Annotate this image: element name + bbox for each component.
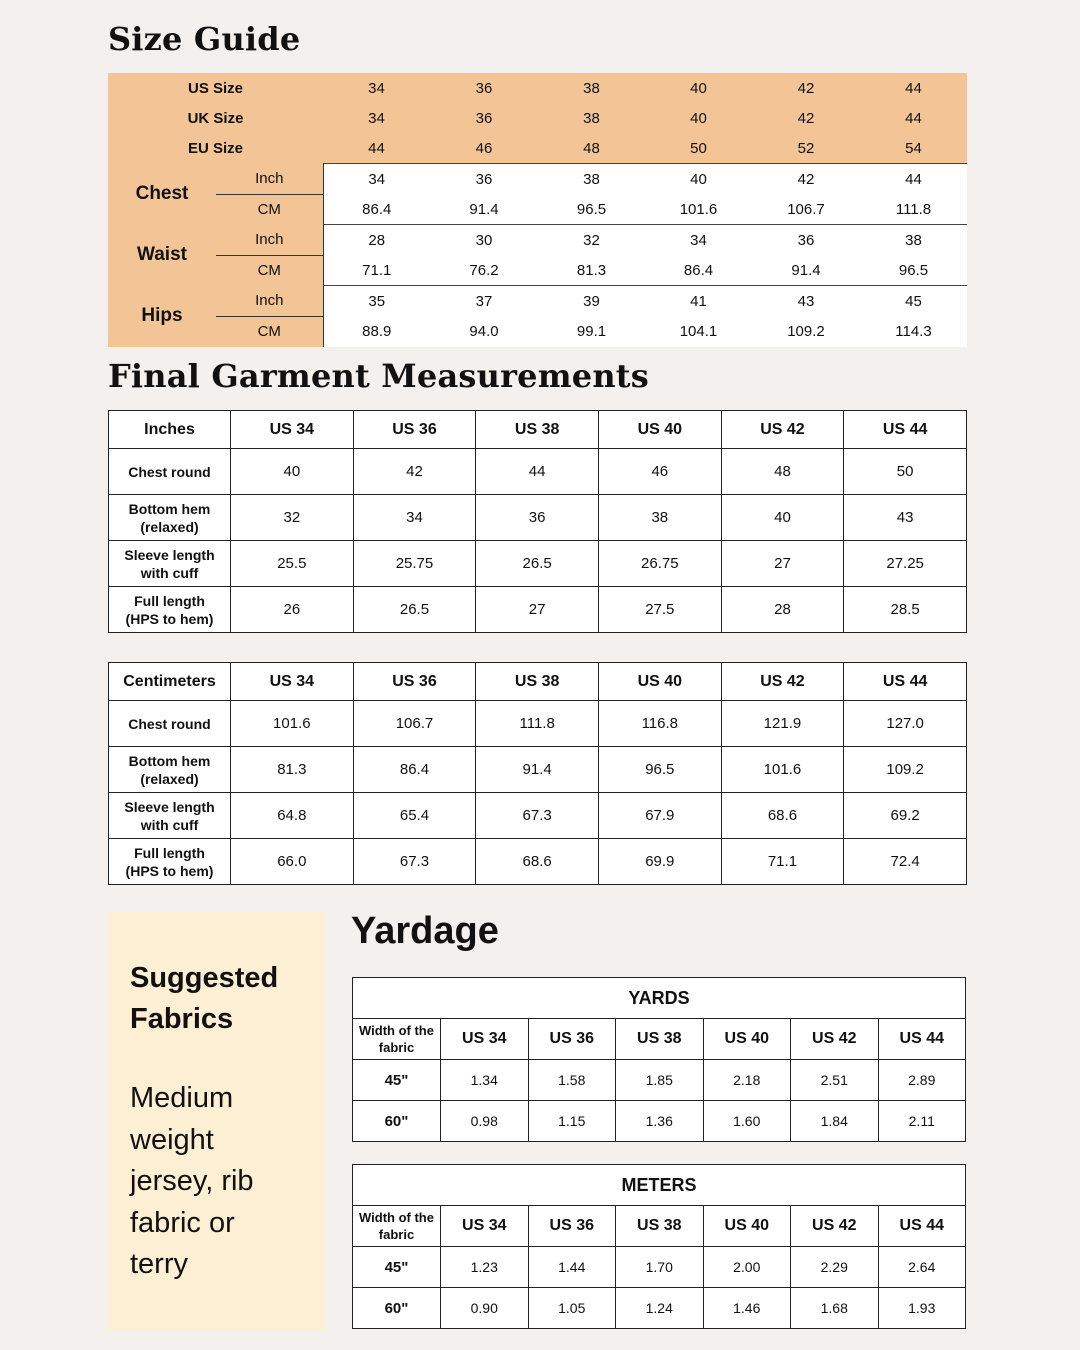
size-value: 52 bbox=[752, 133, 860, 164]
measurement-label bbox=[109, 541, 231, 587]
garment-value: 25.75 bbox=[353, 541, 476, 587]
garment-row bbox=[109, 587, 967, 633]
measurement-value: 34 bbox=[645, 225, 752, 256]
size-header: US 34 bbox=[231, 411, 354, 449]
garment-value: 71.1 bbox=[721, 839, 844, 885]
garment-title: Final Garment Measurements bbox=[108, 357, 649, 395]
measurement-label-line: Chest round bbox=[128, 715, 211, 732]
measurement-label-line: Full length bbox=[134, 844, 205, 861]
yardage-value: 2.89 bbox=[878, 1060, 966, 1101]
yardage-value: 1.84 bbox=[791, 1101, 879, 1142]
measurement-value: 101.6 bbox=[645, 194, 752, 225]
size-header: US 42 bbox=[791, 1206, 879, 1247]
size-value: 48 bbox=[538, 133, 645, 164]
measurement-label bbox=[109, 793, 231, 839]
measurement-value: 114.3 bbox=[860, 316, 967, 347]
yardage-value: 2.29 bbox=[791, 1247, 879, 1288]
size-system-label: US Size bbox=[108, 73, 323, 103]
yardage-table-meters bbox=[352, 1164, 966, 1329]
measurement-unit: Inch bbox=[216, 225, 323, 256]
size-value: 36 bbox=[430, 103, 538, 133]
measurement-label-line: (relaxed) bbox=[140, 518, 199, 535]
size-header: US 44 bbox=[878, 1206, 966, 1247]
yardage-value: 1.44 bbox=[528, 1247, 616, 1288]
size-value: 40 bbox=[645, 103, 752, 133]
size-header: US 38 bbox=[476, 663, 599, 701]
garment-value: 101.6 bbox=[721, 747, 844, 793]
measurement-value: 36 bbox=[752, 225, 860, 256]
yardage-unit-row bbox=[353, 978, 966, 1019]
yardage-title: Yardage bbox=[351, 910, 499, 952]
yardage-unit-title: YARDS bbox=[353, 978, 966, 1019]
garment-row bbox=[109, 541, 967, 587]
size-system-label: UK Size bbox=[108, 103, 323, 133]
size-header-row bbox=[108, 73, 967, 103]
measurement-label-line: Bottom hem bbox=[128, 752, 211, 769]
garment-value: 121.9 bbox=[721, 701, 844, 747]
size-system-label: EU Size bbox=[108, 133, 323, 164]
size-header: US 40 bbox=[598, 663, 721, 701]
garment-value: 96.5 bbox=[598, 747, 721, 793]
garment-value: 26.5 bbox=[476, 541, 599, 587]
size-header: US 42 bbox=[721, 411, 844, 449]
fabric-width: 60" bbox=[353, 1288, 441, 1329]
measurement-label-line: Sleeve length bbox=[124, 798, 215, 815]
width-label-line: Width of the bbox=[359, 1023, 434, 1038]
measurement-row bbox=[108, 286, 967, 317]
measurement-label bbox=[109, 747, 231, 793]
measurement-label-line: with cuff bbox=[140, 564, 199, 581]
size-header: US 42 bbox=[791, 1019, 879, 1060]
size-header: US 36 bbox=[353, 663, 476, 701]
garment-table-centimeters bbox=[108, 662, 967, 885]
yardage-value: 1.93 bbox=[878, 1288, 966, 1329]
measurement-label-line: (HPS to hem) bbox=[125, 610, 214, 627]
garment-value: 27.25 bbox=[844, 541, 967, 587]
yardage-value: 1.15 bbox=[528, 1101, 616, 1142]
yardage-value: 1.70 bbox=[616, 1247, 704, 1288]
size-value: 38 bbox=[538, 103, 645, 133]
size-header: US 36 bbox=[528, 1019, 616, 1060]
yardage-value: 1.68 bbox=[791, 1288, 879, 1329]
yardage-value: 1.85 bbox=[616, 1060, 704, 1101]
garment-value: 44 bbox=[476, 449, 599, 495]
measurement-value: 44 bbox=[860, 164, 967, 195]
unit-label: Inches bbox=[109, 411, 231, 449]
yardage-value: 1.60 bbox=[703, 1101, 791, 1142]
measurement-label bbox=[109, 701, 231, 747]
garment-row bbox=[109, 793, 967, 839]
measurement-row bbox=[108, 194, 967, 225]
garment-value: 27 bbox=[476, 587, 599, 633]
measurement-row bbox=[108, 316, 967, 347]
garment-value: 116.8 bbox=[598, 701, 721, 747]
unit-label: Centimeters bbox=[109, 663, 231, 701]
measurement-value: 45 bbox=[860, 286, 967, 317]
measurement-value: 99.1 bbox=[538, 316, 645, 347]
garment-value: 67.3 bbox=[476, 793, 599, 839]
measurement-row bbox=[108, 164, 967, 195]
fabrics-title-line: Fabrics bbox=[130, 1003, 234, 1035]
size-header: US 44 bbox=[844, 663, 967, 701]
yardage-value: 2.18 bbox=[703, 1060, 791, 1101]
size-header: US 34 bbox=[441, 1019, 529, 1060]
measurement-value: 81.3 bbox=[538, 255, 645, 286]
yardage-value: 2.64 bbox=[878, 1247, 966, 1288]
measurement-value: 96.5 bbox=[538, 194, 645, 225]
fabric-width: 60" bbox=[353, 1101, 441, 1142]
yardage-row bbox=[353, 1247, 966, 1288]
size-value: 50 bbox=[645, 133, 752, 164]
garment-value: 38 bbox=[598, 495, 721, 541]
garment-value: 68.6 bbox=[721, 793, 844, 839]
garment-value: 48 bbox=[721, 449, 844, 495]
measurement-value: 106.7 bbox=[752, 194, 860, 225]
measurement-value: 76.2 bbox=[430, 255, 538, 286]
measurement-value: 111.8 bbox=[860, 194, 967, 225]
size-header: US 34 bbox=[231, 663, 354, 701]
garment-value: 40 bbox=[231, 449, 354, 495]
measurement-value: 86.4 bbox=[323, 194, 430, 225]
yardage-unit-title: METERS bbox=[353, 1165, 966, 1206]
garment-value: 69.2 bbox=[844, 793, 967, 839]
garment-value: 42 bbox=[353, 449, 476, 495]
size-guide-table bbox=[108, 73, 967, 347]
measurement-value: 28 bbox=[323, 225, 430, 256]
yardage-header-row bbox=[353, 1019, 966, 1060]
suggested-fabrics-title bbox=[130, 958, 320, 1040]
fabric-width: 45" bbox=[353, 1247, 441, 1288]
garment-value: 46 bbox=[598, 449, 721, 495]
yardage-value: 0.98 bbox=[441, 1101, 529, 1142]
garment-row bbox=[109, 747, 967, 793]
measurement-value: 96.5 bbox=[860, 255, 967, 286]
garment-value: 50 bbox=[844, 449, 967, 495]
measurement-value: 94.0 bbox=[430, 316, 538, 347]
size-value: 36 bbox=[430, 73, 538, 103]
size-value: 34 bbox=[323, 73, 430, 103]
yardage-value: 2.00 bbox=[703, 1247, 791, 1288]
fabrics-desc-line: weight bbox=[130, 1123, 214, 1156]
measurement-value: 37 bbox=[430, 286, 538, 317]
garment-value: 72.4 bbox=[844, 839, 967, 885]
width-of-fabric-label bbox=[353, 1019, 441, 1060]
measurement-value: 71.1 bbox=[323, 255, 430, 286]
garment-value: 64.8 bbox=[231, 793, 354, 839]
yardage-table-yards bbox=[352, 977, 966, 1142]
size-value: 42 bbox=[752, 73, 860, 103]
garment-value: 32 bbox=[231, 495, 354, 541]
garment-value: 27.5 bbox=[598, 587, 721, 633]
measurement-unit: Inch bbox=[216, 286, 323, 317]
garment-value: 111.8 bbox=[476, 701, 599, 747]
size-value: 44 bbox=[323, 133, 430, 164]
size-header: US 40 bbox=[703, 1206, 791, 1247]
measurement-label bbox=[109, 587, 231, 633]
size-value: 34 bbox=[323, 103, 430, 133]
measurement-row bbox=[108, 225, 967, 256]
yardage-value: 1.36 bbox=[616, 1101, 704, 1142]
size-header: US 38 bbox=[616, 1019, 704, 1060]
suggested-fabrics-description bbox=[130, 1078, 320, 1286]
garment-value: 26 bbox=[231, 587, 354, 633]
garment-value: 43 bbox=[844, 495, 967, 541]
measurement-value: 40 bbox=[645, 164, 752, 195]
yardage-value: 1.23 bbox=[441, 1247, 529, 1288]
size-header-row bbox=[108, 103, 967, 133]
width-label-line: fabric bbox=[378, 1227, 415, 1242]
garment-value: 68.6 bbox=[476, 839, 599, 885]
measurement-value: 43 bbox=[752, 286, 860, 317]
measurement-value: 39 bbox=[538, 286, 645, 317]
fabrics-desc-line: jersey, rib bbox=[130, 1165, 254, 1197]
fabric-width: 45" bbox=[353, 1060, 441, 1101]
measurement-unit: CM bbox=[216, 316, 323, 347]
garment-value: 27 bbox=[721, 541, 844, 587]
garment-value: 91.4 bbox=[476, 747, 599, 793]
yardage-header-row bbox=[353, 1206, 966, 1247]
measurement-category: Waist bbox=[108, 225, 216, 286]
size-value: 40 bbox=[645, 73, 752, 103]
fabrics-desc-line: Medium bbox=[130, 1082, 234, 1114]
measurement-label bbox=[109, 839, 231, 885]
measurement-unit: CM bbox=[216, 194, 323, 225]
size-header: US 38 bbox=[476, 411, 599, 449]
yardage-row bbox=[353, 1288, 966, 1329]
size-value: 42 bbox=[752, 103, 860, 133]
garment-row bbox=[109, 495, 967, 541]
garment-row bbox=[109, 839, 967, 885]
size-header: US 42 bbox=[721, 663, 844, 701]
size-header: US 44 bbox=[878, 1019, 966, 1060]
garment-value: 67.9 bbox=[598, 793, 721, 839]
garment-row bbox=[109, 449, 967, 495]
yardage-value: 1.58 bbox=[528, 1060, 616, 1101]
garment-value: 25.5 bbox=[231, 541, 354, 587]
measurement-value: 38 bbox=[538, 164, 645, 195]
measurement-value: 104.1 bbox=[645, 316, 752, 347]
garment-value: 26.5 bbox=[353, 587, 476, 633]
garment-value: 65.4 bbox=[353, 793, 476, 839]
garment-value: 26.75 bbox=[598, 541, 721, 587]
yardage-value: 0.90 bbox=[441, 1288, 529, 1329]
garment-value: 66.0 bbox=[231, 839, 354, 885]
garment-value: 67.3 bbox=[353, 839, 476, 885]
measurement-value: 35 bbox=[323, 286, 430, 317]
measurement-label-line: Sleeve length bbox=[124, 546, 215, 563]
measurement-row bbox=[108, 255, 967, 286]
yardage-value: 1.24 bbox=[616, 1288, 704, 1329]
measurement-label-line: Chest round bbox=[128, 463, 211, 480]
measurement-unit: CM bbox=[216, 255, 323, 286]
yardage-row bbox=[353, 1060, 966, 1101]
width-label-line: fabric bbox=[378, 1040, 415, 1055]
measurement-label bbox=[109, 449, 231, 495]
garment-value: 28.5 bbox=[844, 587, 967, 633]
size-value: 38 bbox=[538, 73, 645, 103]
garment-value: 34 bbox=[353, 495, 476, 541]
fabrics-desc-line: terry bbox=[130, 1248, 188, 1280]
garment-value: 28 bbox=[721, 587, 844, 633]
measurement-value: 32 bbox=[538, 225, 645, 256]
yardage-value: 2.51 bbox=[791, 1060, 879, 1101]
garment-value: 109.2 bbox=[844, 747, 967, 793]
measurement-label-line: (relaxed) bbox=[140, 770, 199, 787]
yardage-value: 1.05 bbox=[528, 1288, 616, 1329]
measurement-label-line: Bottom hem bbox=[128, 500, 211, 517]
size-value: 54 bbox=[860, 133, 967, 164]
yardage-value: 2.11 bbox=[878, 1101, 966, 1142]
garment-value: 127.0 bbox=[844, 701, 967, 747]
measurement-value: 91.4 bbox=[752, 255, 860, 286]
yardage-unit-row bbox=[353, 1165, 966, 1206]
measurement-value: 41 bbox=[645, 286, 752, 317]
yardage-value: 1.46 bbox=[703, 1288, 791, 1329]
size-guide-title: Size Guide bbox=[108, 20, 301, 58]
yardage-value: 1.34 bbox=[441, 1060, 529, 1101]
measurement-value: 30 bbox=[430, 225, 538, 256]
garment-header-row bbox=[109, 411, 967, 449]
garment-value: 86.4 bbox=[353, 747, 476, 793]
measurement-value: 34 bbox=[323, 164, 430, 195]
measurement-value: 86.4 bbox=[645, 255, 752, 286]
size-value: 44 bbox=[860, 73, 967, 103]
measurement-label-line: with cuff bbox=[140, 816, 199, 833]
garment-value: 101.6 bbox=[231, 701, 354, 747]
fabrics-desc-line: fabric or bbox=[130, 1206, 235, 1239]
size-value: 46 bbox=[430, 133, 538, 164]
width-of-fabric-label bbox=[353, 1206, 441, 1247]
size-header: US 44 bbox=[844, 411, 967, 449]
measurement-category: Chest bbox=[108, 164, 216, 225]
fabrics-title-line: Suggested bbox=[130, 962, 279, 994]
size-header: US 40 bbox=[703, 1019, 791, 1060]
yardage-row bbox=[353, 1101, 966, 1142]
size-header: US 36 bbox=[528, 1206, 616, 1247]
size-header-row bbox=[108, 133, 967, 164]
measurement-label bbox=[109, 495, 231, 541]
size-value: 44 bbox=[860, 103, 967, 133]
measurement-value: 91.4 bbox=[430, 194, 538, 225]
width-label-line: Width of the bbox=[359, 1210, 434, 1225]
garment-value: 69.9 bbox=[598, 839, 721, 885]
garment-value: 36 bbox=[476, 495, 599, 541]
size-header: US 40 bbox=[598, 411, 721, 449]
garment-value: 40 bbox=[721, 495, 844, 541]
measurement-value: 109.2 bbox=[752, 316, 860, 347]
garment-table-inches bbox=[108, 410, 967, 633]
measurement-category: Hips bbox=[108, 286, 216, 347]
garment-value: 106.7 bbox=[353, 701, 476, 747]
garment-row bbox=[109, 701, 967, 747]
measurement-label-line: (HPS to hem) bbox=[125, 862, 214, 879]
measurement-value: 88.9 bbox=[323, 316, 430, 347]
size-header: US 36 bbox=[353, 411, 476, 449]
measurement-value: 36 bbox=[430, 164, 538, 195]
measurement-value: 42 bbox=[752, 164, 860, 195]
measurement-value: 38 bbox=[860, 225, 967, 256]
garment-value: 81.3 bbox=[231, 747, 354, 793]
measurement-unit: Inch bbox=[216, 164, 323, 195]
size-header: US 34 bbox=[441, 1206, 529, 1247]
garment-header-row bbox=[109, 663, 967, 701]
size-header: US 38 bbox=[616, 1206, 704, 1247]
measurement-label-line: Full length bbox=[134, 592, 205, 609]
